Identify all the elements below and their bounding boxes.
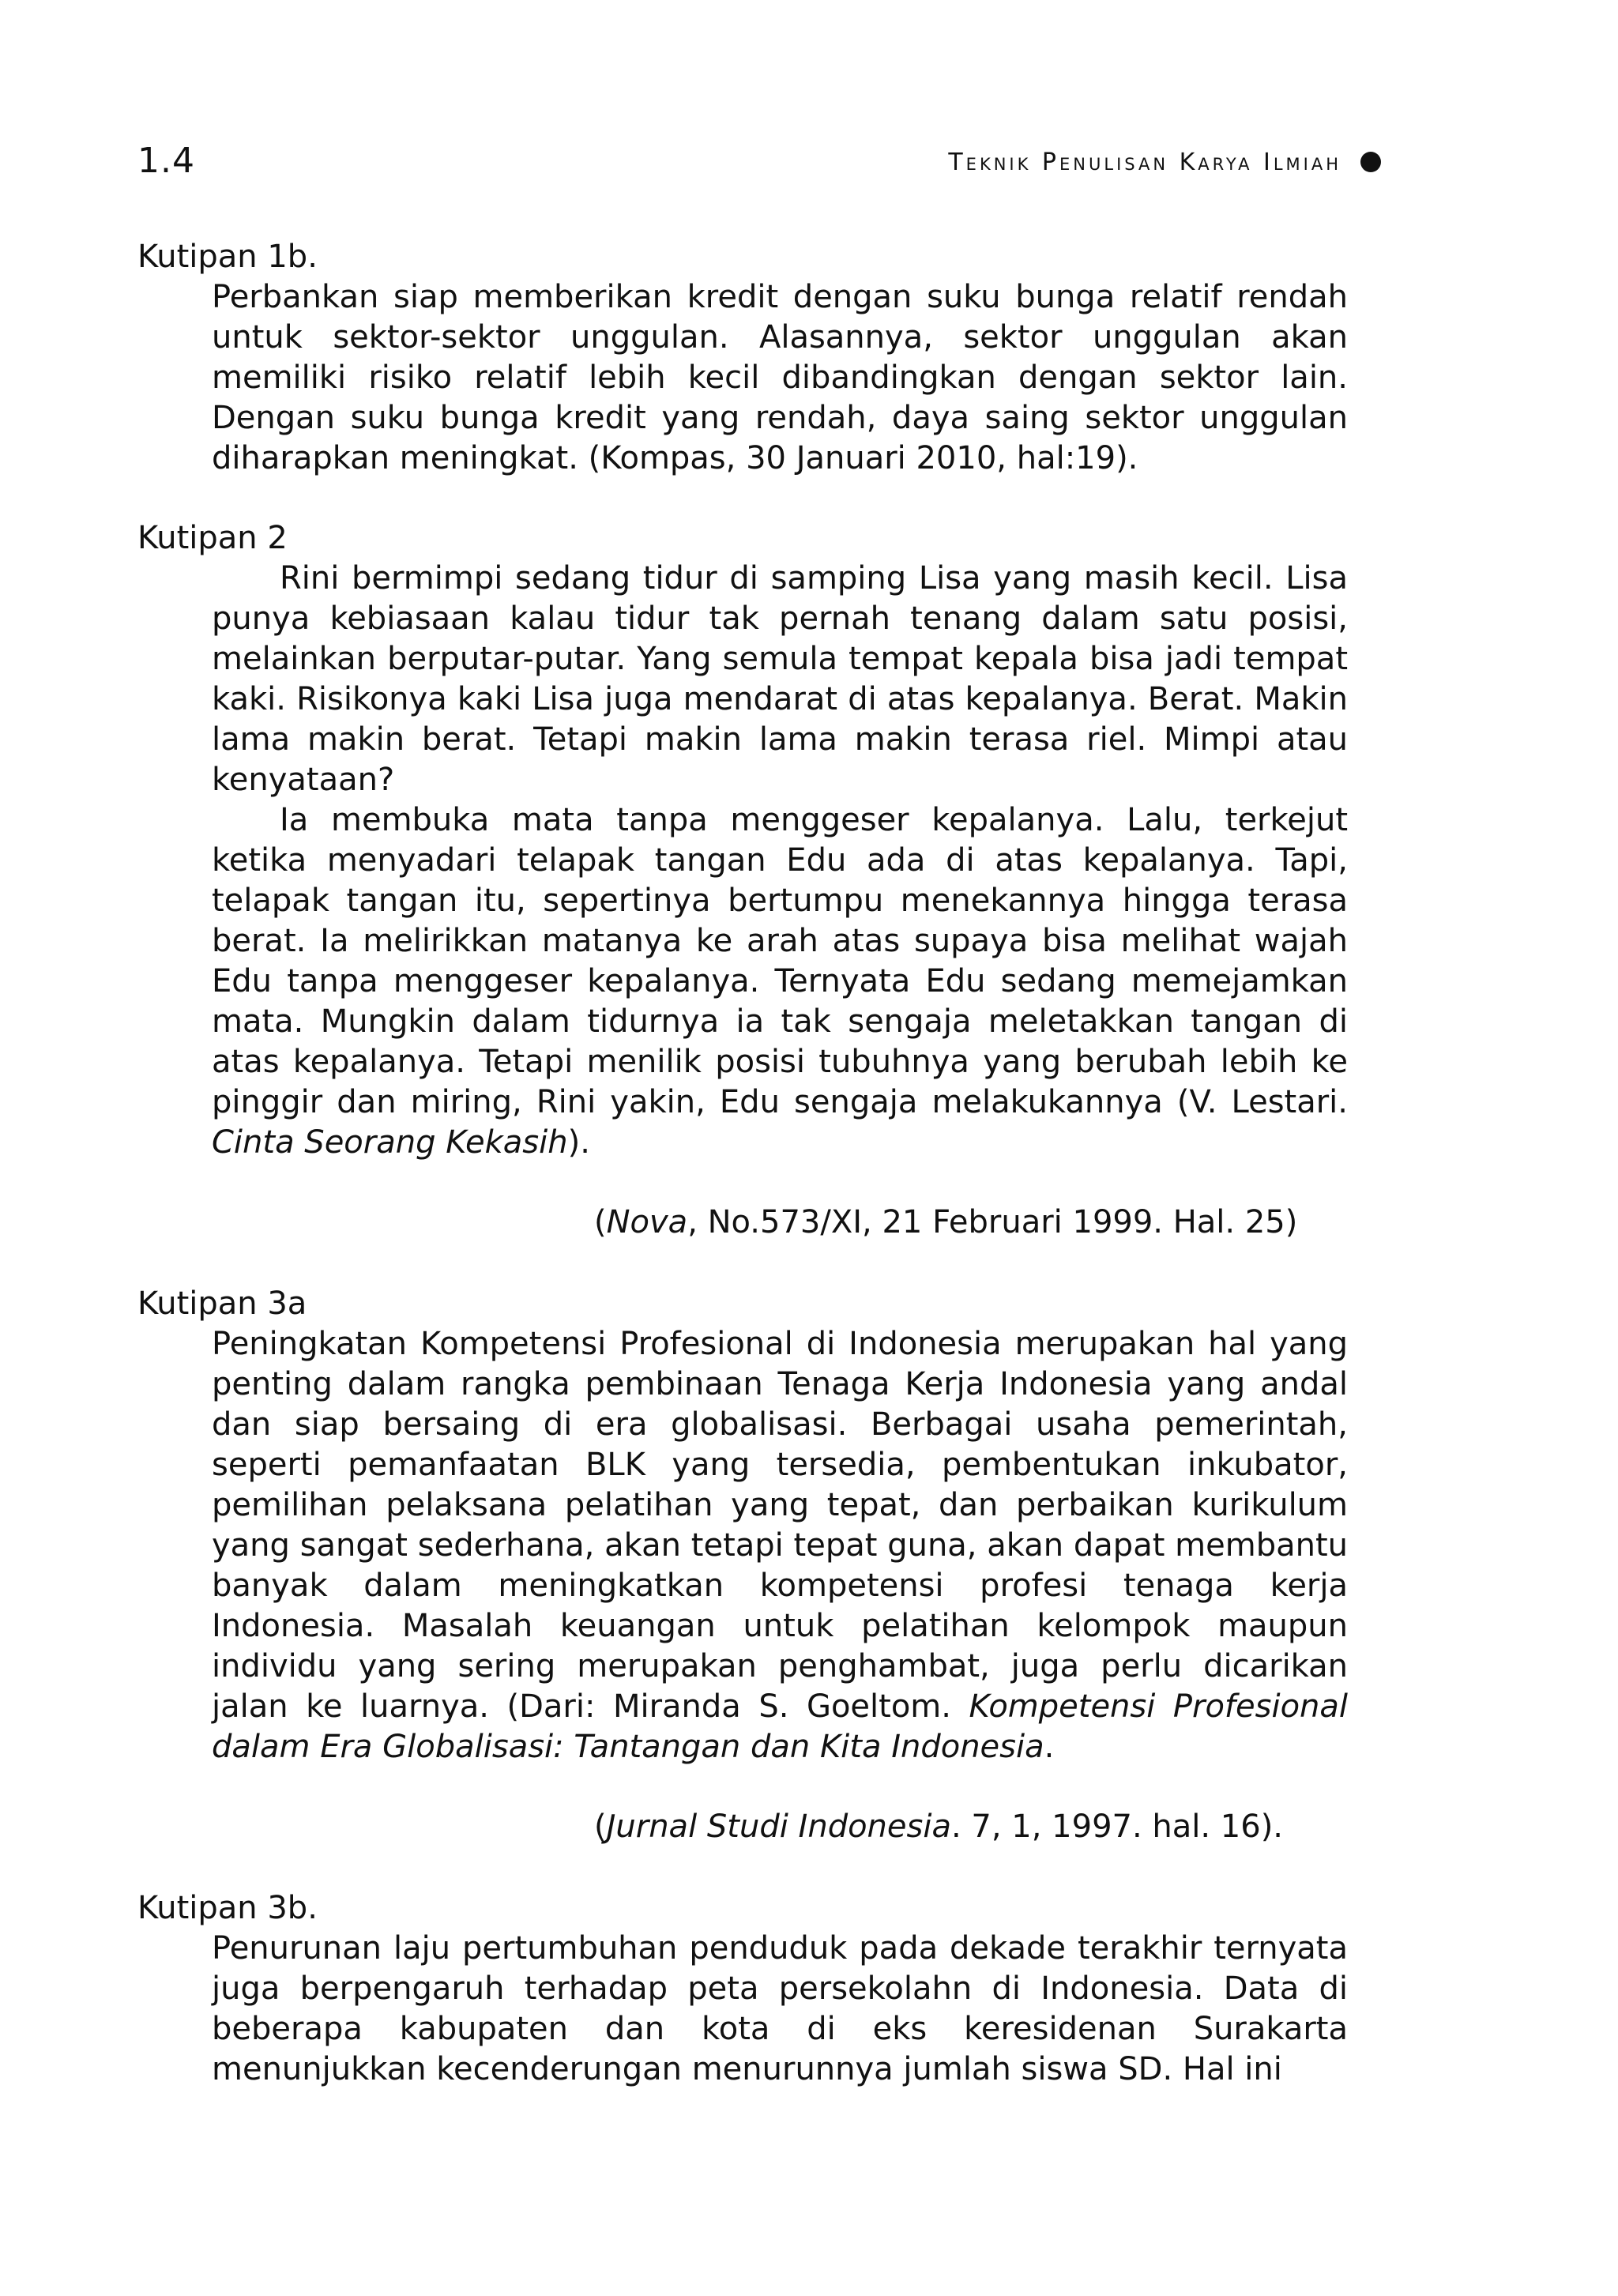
- page-content: [137, 237, 1349, 2090]
- page-number: 1.4: [137, 141, 195, 181]
- bullet-icon: [1360, 152, 1381, 172]
- citation-open: (: [594, 1204, 607, 1240]
- quote-label-3a: Kutipan 3a: [137, 1285, 307, 1322]
- spacer: [137, 1847, 1346, 1888]
- quote-text-3a: [212, 1324, 1348, 1767]
- citation-title: Nova: [606, 1204, 688, 1240]
- quote-2-paragraph-2-end: ).: [567, 1124, 590, 1161]
- quote-3a-end: .: [1044, 1729, 1055, 1765]
- citation-rest: . 7, 1, 1997. hal. 16).: [950, 1809, 1284, 1845]
- quote-label-2: Kutipan 2: [137, 520, 288, 556]
- quote-2-citation: [137, 1203, 1346, 1243]
- quote-label-3b: Kutipan 3b.: [137, 1890, 318, 1926]
- spacer: [137, 1163, 1346, 1203]
- quote-text-3b: Penurunan laju pertumbuhan penduduk pada dekade terakhir ternyata juga berpengaruh terhadap peta persekolahn di Indonesia. Data di beberapa kabupaten dan kota di eks keresidenan Surakarta menunjukkan kecenderungan menurunnya jumlah siswa SD. Hal ini: [212, 1930, 1348, 2087]
- quote-2-paragraph-2: [212, 800, 1348, 1163]
- citation-title: Jurnal Studi Indonesia: [606, 1809, 951, 1845]
- citation-rest: , No.573/XI, 21 Februari 1999. Hal. 25): [687, 1204, 1298, 1240]
- quote-2-paragraph-2-text: Ia membuka mata tanpa menggeser kepalanya. Lalu, terkejut ketika menyadari telapak tangan Edu ada di atas kepalanya. Tapi, telapak tangan itu, sepertinya bertumpu menekannya hingga terasa berat. Ia melirikkan matanya ke arah atas supaya bisa melihat wajah Edu tanpa menggeser kepalanya. Ternyata Edu sedang memejamkan mata. Mungkin dalam tidurnya ia tak sengaja meletakkan tangan di atas kepalanya. Tetapi menilik posisi tubuhnya yang berubah lebih ke pinggir dan miring, Rini yakin, Edu sengaja melakukannya (V. Lestari.: [212, 802, 1348, 1120]
- running-title: Teknik Penulisan Karya Ilmiah: [948, 149, 1341, 176]
- spacer: [137, 1767, 1346, 1807]
- quote-text-1b: Perbankan siap memberikan kredit dengan suku bunga relatif rendah untuk sektor-sektor unggulan. Alasannya, sektor unggulan akan memiliki risiko relatif lebih kecil dibandingkan dengan sektor lain. Dengan suku bunga kredit yang rendah, daya saing sektor unggulan diharapkan meningkat. (Kompas, 30 Januari 2010, hal:19).: [212, 279, 1348, 476]
- citation-open: (: [594, 1809, 607, 1845]
- quote-3a-title: Kompetensi Profesional dalam Era Globalisasi: Tantangan dan Kita Indonesia: [212, 1688, 1349, 1765]
- quote-2-paragraph-1: Rini bermimpi sedang tidur di samping Lisa yang masih kecil. Lisa punya kebiasaan kalau tidur tak pernah tenang dalam satu posisi, melainkan berputar-putar. Yang semula tempat kepala bisa jadi tempat kaki. Risikonya kaki Lisa juga mendarat di atas kepalanya. Berat. Makin lama makin berat. Tetapi makin lama makin terasa riel. Mimpi atau kenyataan?: [212, 560, 1348, 798]
- spacer: [137, 479, 1346, 518]
- quote-label-1b: Kutipan 1b.: [137, 239, 318, 275]
- quote-3a-citation: [137, 1807, 1346, 1847]
- spacer: [137, 1243, 1346, 1284]
- quote-2-source-title: Cinta Seorang Kekasih: [212, 1124, 568, 1161]
- quote-3a-body: Peningkatan Kompetensi Profesional di Indonesia merupakan hal yang penting dalam rangka pembinaan Tenaga Kerja Indonesia yang andal dan siap bersaing di era globalisasi. Berbagai usaha pemerintah, seperti pemanfaatan BLK yang tersedia, pembentukan inkubator, pemilihan pelaksana pelatihan yang tepat, dan perbaikan kurikulum yang sangat sederhana, akan tetapi tepat guna, akan dapat membantu banyak dalam meningkatkan kompetensi profesi tenaga kerja Indonesia. Masalah keuangan untuk pelatihan kelompok maupun individu yang sering merupakan penghambat, juga perlu dicarikan jalan ke luarnya. (Dari: Miranda S. Goeltom.: [212, 1326, 1348, 1725]
